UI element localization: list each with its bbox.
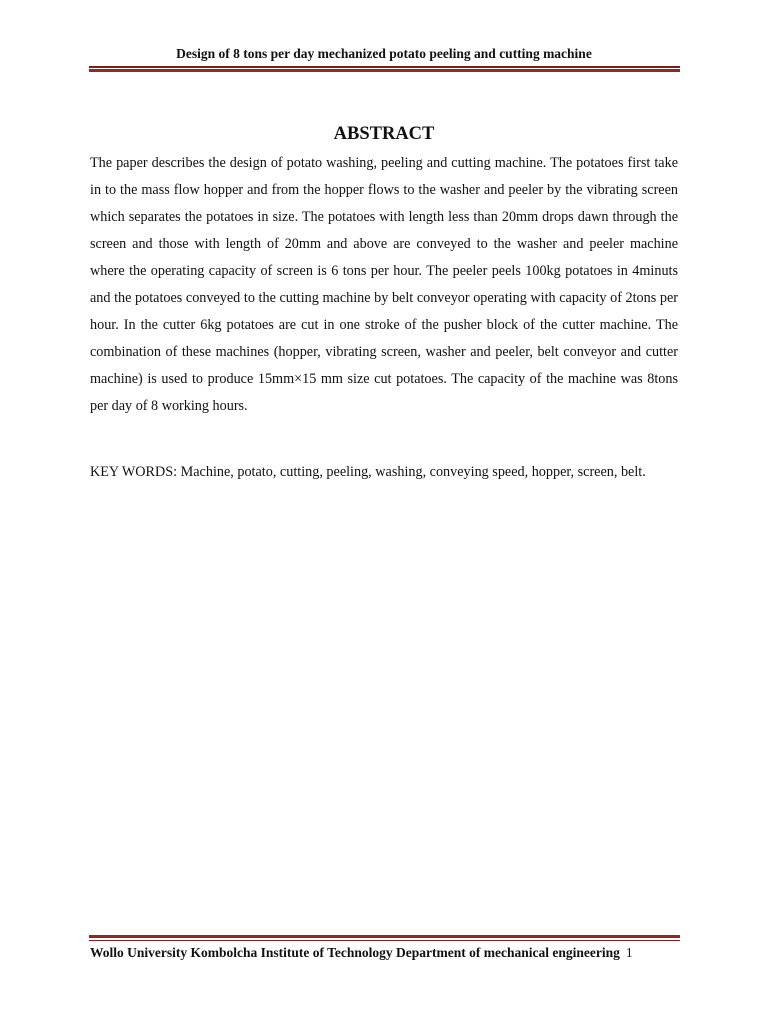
abstract-heading: ABSTRACT — [333, 124, 435, 144]
footer-divider — [89, 935, 680, 941]
running-header-title: Design of 8 tons per day mechanized potato peeling and cutting machine — [176, 46, 592, 61]
keywords-paragraph: KEY WORDS: Machine, potato, cutting, peeling, washing, conveying speed, hopper, screen, belt. — [90, 464, 646, 480]
page-number: 1 — [625, 945, 633, 960]
footer-institution: Wollo University Kombolcha Institute of Technology Department of mechanical engineering — [90, 945, 620, 960]
abstract-paragraph: The paper describes the design of potato washing, peeling and cutting machine. The potatoes first take in to the mass flow hopper and from the hopper flows to the washer and peeler by the vibrating screen which separates the potatoes in size. The potatoes with length less than 20mm drops dawn through the screen and those with length of 20mm and above are conveyed to the washer and peeler machine where the operating capacity of screen is 6 tons per hour. The peeler peels 100kg potatoes in 4minuts and the potatoes conveyed to the cutting machine by belt conveyor operating with capacity of 2tons per hour. In the cutter 6kg potatoes are cut in one stroke of the pusher block of the cutter machine. The combination of these machines (hopper, vibrating screen, washer and peeler, belt conveyor and cutter machine) is used to produce 15mm×15 mm size cut potatoes. The capacity of the machine was 8tons per day of 8 working hours. — [90, 155, 678, 414]
footer-line — [90, 945, 680, 961]
header-divider — [89, 66, 680, 72]
